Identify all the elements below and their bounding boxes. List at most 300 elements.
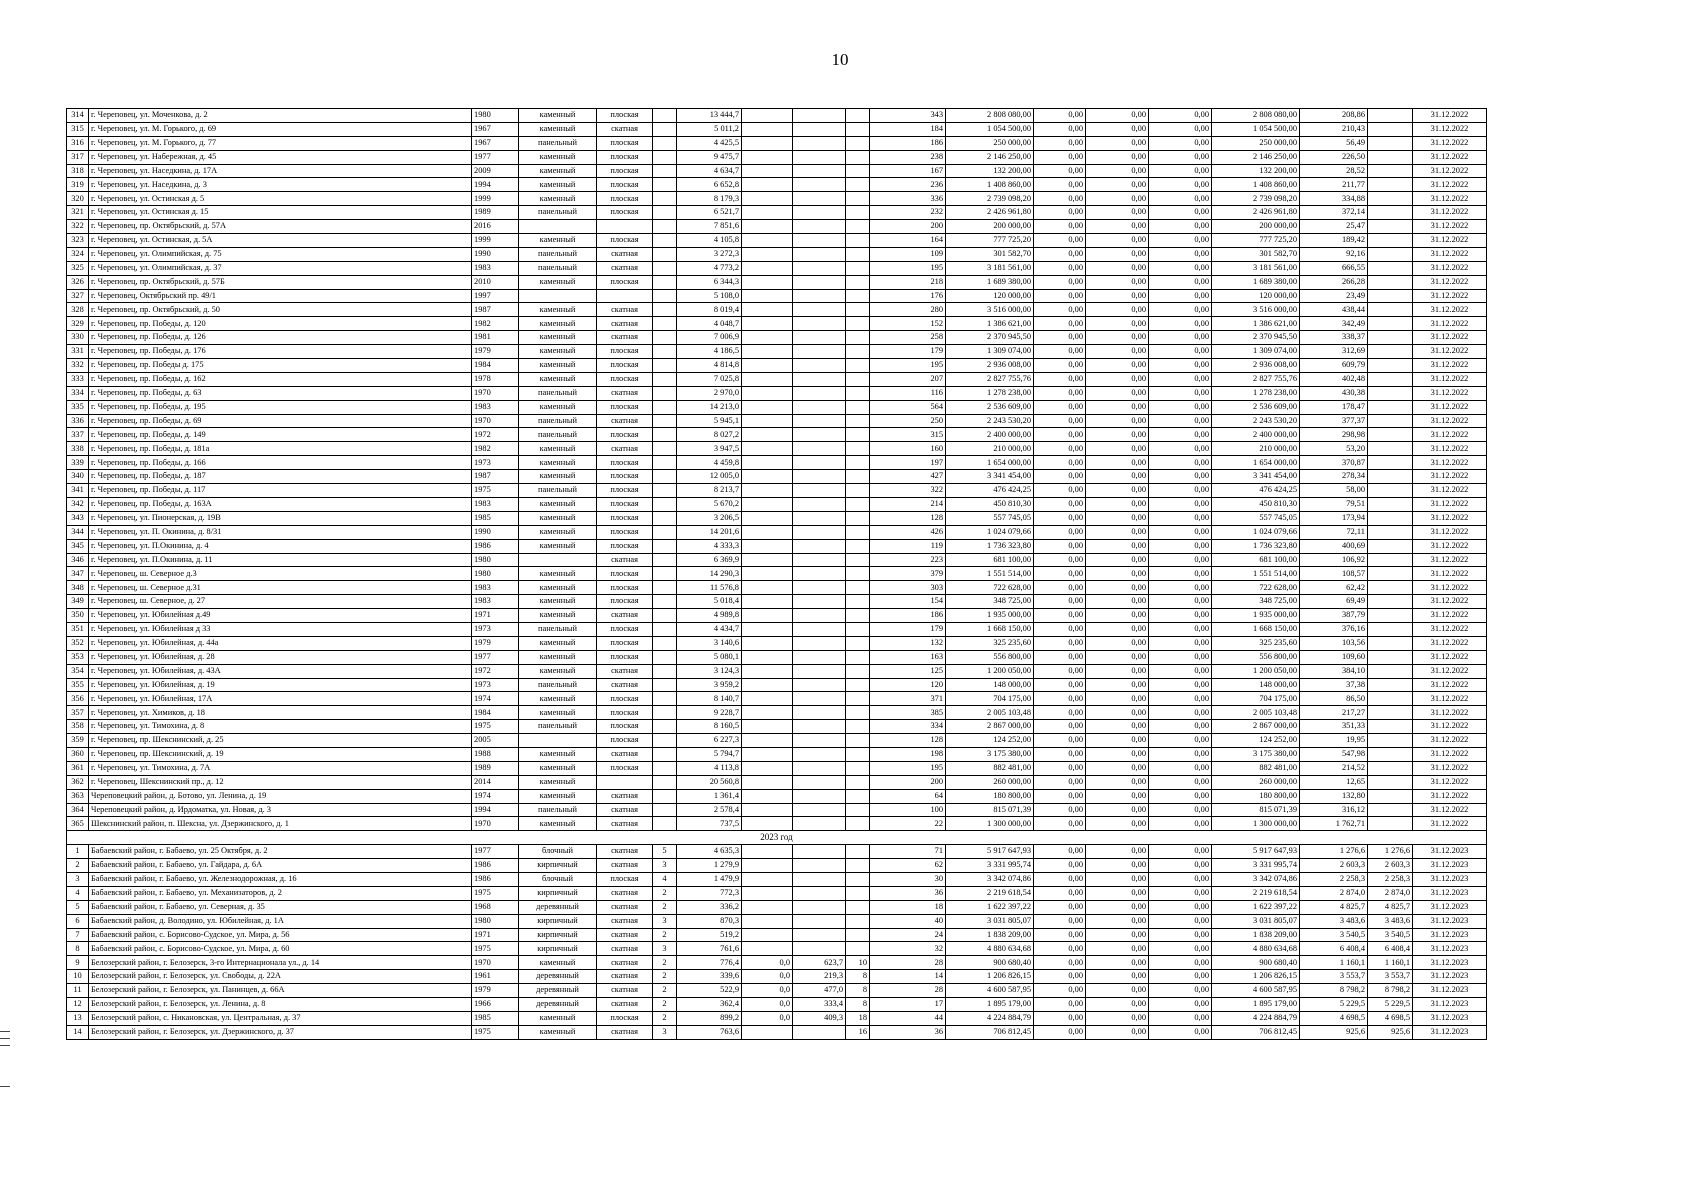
cell-year-built: 2016 [472,220,519,234]
cell-total-cost: 706 812,45 [946,1025,1034,1039]
cell-year-built: 1973 [472,456,519,470]
cell-fund-b: 0,00 [1086,692,1149,706]
table-row [67,664,1487,678]
cell-wall-material: каменный [519,345,597,359]
cell-row-number: 316 [67,136,89,150]
cell-fund-b: 0,00 [1086,747,1149,761]
cell-fund-b: 0,00 [1086,178,1149,192]
cell-owner-funds: 722 628,00 [1212,581,1300,595]
cell-cost-per-m2: 210,43 [1300,122,1368,136]
cell-residents: 125 [870,664,946,678]
cell-total-cost: 900 680,40 [946,956,1034,970]
cell-area-b [793,220,846,234]
cell-row-number: 362 [67,775,89,789]
cell-fund-c: 0,00 [1149,470,1212,484]
cell-count-a [846,442,870,456]
cell-floors: 4 [653,872,677,886]
cell-floors [653,567,677,581]
cell-total-area: 6 369,9 [677,553,742,567]
cell-count-a [846,345,870,359]
cell-total-area: 7 006,9 [677,331,742,345]
cell-limit-per-m2 [1368,817,1413,831]
cell-floors [653,414,677,428]
cell-fund-a: 0,00 [1034,595,1086,609]
cell-fund-c: 0,00 [1149,734,1212,748]
cell-floors [653,317,677,331]
cell-area-a [742,636,793,650]
cell-fund-c: 0,00 [1149,386,1212,400]
cell-fund-a: 0,00 [1034,317,1086,331]
cell-total-area: 14 201,6 [677,525,742,539]
cell-limit-per-m2 [1368,220,1413,234]
cell-limit-per-m2 [1368,359,1413,373]
cell-count-a [846,622,870,636]
cell-cost-per-m2: 377,37 [1300,414,1368,428]
cell-total-cost: 132 200,00 [946,164,1034,178]
cell-fund-b: 0,00 [1086,525,1149,539]
cell-total-cost: 1 838 209,00 [946,928,1034,942]
cell-fund-b: 0,00 [1086,136,1149,150]
cell-fund-b: 0,00 [1086,942,1149,956]
cell-limit-per-m2 [1368,192,1413,206]
cell-address: г. Череповец, ул. Химиков, д. 18 [89,706,472,720]
cell-floors: 2 [653,984,677,998]
cell-total-area: 6 652,8 [677,178,742,192]
cell-total-cost: 3 342 074,86 [946,872,1034,886]
cell-residents: 197 [870,456,946,470]
cell-row-number: 14 [67,1025,89,1039]
cell-total-area: 5 080,1 [677,650,742,664]
cell-area-b [793,109,846,123]
cell-address: г. Череповец, ул. Юбилейная, д. 19 [89,678,472,692]
cell-total-area: 4 773,2 [677,261,742,275]
cell-roof-type: скатная [597,928,653,942]
cell-fund-b: 0,00 [1086,247,1149,261]
cell-fund-a: 0,00 [1034,789,1086,803]
cell-area-a [742,845,793,859]
cell-address: г. Череповец, ул. Юбилейная, д. 43А [89,664,472,678]
cell-fund-c: 0,00 [1149,984,1212,998]
cell-fund-a: 0,00 [1034,775,1086,789]
cell-total-area: 8 140,7 [677,692,742,706]
cell-total-cost: 200 000,00 [946,220,1034,234]
cell-deadline: 31.12.2023 [1413,1025,1487,1039]
cell-owner-funds: 1 654 000,00 [1212,456,1300,470]
cell-address: г. Череповец, ул. Юбилейная, д. 44а [89,636,472,650]
cell-limit-per-m2 [1368,650,1413,664]
cell-residents: 379 [870,567,946,581]
cell-address: г. Череповец, пр. Шекснинский, д. 25 [89,734,472,748]
cell-area-b [793,581,846,595]
cell-total-cost: 5 917 647,93 [946,845,1034,859]
table-row [67,692,1487,706]
cell-fund-c: 0,00 [1149,289,1212,303]
cell-fund-a: 0,00 [1034,914,1086,928]
cell-owner-funds: 681 100,00 [1212,553,1300,567]
table-row [67,1025,1487,1039]
table-row [67,942,1487,956]
cell-limit-per-m2 [1368,400,1413,414]
cell-cost-per-m2: 214,52 [1300,761,1368,775]
cell-limit-per-m2 [1368,511,1413,525]
cell-deadline: 31.12.2022 [1413,345,1487,359]
cell-deadline: 31.12.2022 [1413,817,1487,831]
cell-cost-per-m2: 211,77 [1300,178,1368,192]
cell-roof-type: плоская [597,497,653,511]
cell-area-b [793,1025,846,1039]
cell-fund-a: 0,00 [1034,122,1086,136]
cell-roof-type: скатная [597,122,653,136]
cell-cost-per-m2: 56,49 [1300,136,1368,150]
cell-total-cost: 1 935 000,00 [946,609,1034,623]
cell-fund-c: 0,00 [1149,845,1212,859]
cell-deadline: 31.12.2022 [1413,706,1487,720]
cell-owner-funds: 250 000,00 [1212,136,1300,150]
cell-row-number: 352 [67,636,89,650]
cell-total-cost: 1 668 150,00 [946,622,1034,636]
cell-fund-b: 0,00 [1086,386,1149,400]
cell-area-a [742,886,793,900]
cell-total-cost: 2 219 618,54 [946,886,1034,900]
cell-wall-material: каменный [519,706,597,720]
cell-count-a [846,428,870,442]
table-row [67,317,1487,331]
cell-row-number: 331 [67,345,89,359]
table-row [67,775,1487,789]
cell-wall-material: каменный [519,456,597,470]
cell-residents: 167 [870,164,946,178]
cell-cost-per-m2: 58,00 [1300,484,1368,498]
cell-area-a [742,414,793,428]
cell-residents: 198 [870,747,946,761]
cell-owner-funds: 1 668 150,00 [1212,622,1300,636]
cell-limit-per-m2: 3 483,6 [1368,914,1413,928]
cell-limit-per-m2 [1368,553,1413,567]
cell-limit-per-m2 [1368,470,1413,484]
cell-deadline: 31.12.2022 [1413,442,1487,456]
cell-total-cost: 1 736 323,80 [946,539,1034,553]
cell-fund-b: 0,00 [1086,317,1149,331]
cell-limit-per-m2 [1368,539,1413,553]
cell-floors [653,595,677,609]
cell-area-b [793,178,846,192]
cell-cost-per-m2: 25,47 [1300,220,1368,234]
cell-count-a [846,775,870,789]
cell-fund-a: 0,00 [1034,470,1086,484]
cell-residents: 109 [870,247,946,261]
cell-address: г. Череповец, ул. Наседкина, д. 3 [89,178,472,192]
cell-fund-c: 0,00 [1149,609,1212,623]
cell-owner-funds: 260 000,00 [1212,775,1300,789]
table-row [67,331,1487,345]
table-row [67,414,1487,428]
cell-fund-a: 0,00 [1034,747,1086,761]
cell-roof-type: плоская [597,1011,653,1025]
cell-cost-per-m2: 298,98 [1300,428,1368,442]
cell-count-a [846,525,870,539]
cell-total-area: 4 186,5 [677,345,742,359]
cell-fund-b: 0,00 [1086,206,1149,220]
cell-address: г. Череповец, ул. П.Окинина, д. 4 [89,539,472,553]
cell-limit-per-m2 [1368,692,1413,706]
cell-limit-per-m2 [1368,150,1413,164]
cell-floors [653,234,677,248]
table-row [67,609,1487,623]
cell-address: г. Череповец, ул. Юбилейная д.49 [89,609,472,623]
cell-floors: 2 [653,956,677,970]
cell-year-built: 1987 [472,470,519,484]
cell-owner-funds: 476 424,25 [1212,484,1300,498]
cell-wall-material: каменный [519,109,597,123]
cell-row-number: 319 [67,178,89,192]
cell-residents: 116 [870,386,946,400]
table-row [67,484,1487,498]
cell-address: г. Череповец, ул. Юбилейная, 17А [89,692,472,706]
cell-area-b [793,317,846,331]
cell-deadline: 31.12.2022 [1413,664,1487,678]
cell-residents: 154 [870,595,946,609]
cell-residents: 195 [870,261,946,275]
cell-deadline: 31.12.2022 [1413,428,1487,442]
cell-limit-per-m2 [1368,289,1413,303]
cell-residents: 385 [870,706,946,720]
cell-floors [653,609,677,623]
cell-owner-funds: 1 408 860,00 [1212,178,1300,192]
cell-floors: 3 [653,859,677,873]
cell-row-number: 327 [67,289,89,303]
cell-total-area: 4 634,7 [677,164,742,178]
cell-cost-per-m2: 6 408,4 [1300,942,1368,956]
cell-wall-material: кирпичный [519,914,597,928]
cell-fund-c: 0,00 [1149,372,1212,386]
scan-edge-mark [0,1045,10,1046]
cell-wall-material: каменный [519,178,597,192]
table-row [67,372,1487,386]
cell-owner-funds: 556 800,00 [1212,650,1300,664]
cell-cost-per-m2: 173,94 [1300,511,1368,525]
cell-total-area: 9 475,7 [677,150,742,164]
cell-fund-a: 0,00 [1034,331,1086,345]
cell-floors: 2 [653,900,677,914]
cell-owner-funds: 3 331 995,74 [1212,859,1300,873]
cell-residents: 14 [870,970,946,984]
cell-limit-per-m2 [1368,414,1413,428]
cell-cost-per-m2: 400,69 [1300,539,1368,553]
cell-owner-funds: 1 300 000,00 [1212,817,1300,831]
cell-wall-material: каменный [519,636,597,650]
cell-count-a [846,734,870,748]
cell-total-area: 8 160,5 [677,720,742,734]
table-row [67,359,1487,373]
cell-area-a [742,581,793,595]
table-row [67,553,1487,567]
cell-floors [653,650,677,664]
cell-total-cost: 2 867 000,00 [946,720,1034,734]
cell-fund-b: 0,00 [1086,456,1149,470]
cell-area-a [742,428,793,442]
cell-residents: 238 [870,150,946,164]
table-row [67,900,1487,914]
cell-owner-funds: 3 031 805,07 [1212,914,1300,928]
cell-area-b [793,775,846,789]
cell-year-built: 1982 [472,442,519,456]
cell-count-a [846,692,870,706]
cell-wall-material: каменный [519,567,597,581]
cell-address: Белозерский район, г. Белозерск, ул. Дзержинского, д. 37 [89,1025,472,1039]
cell-owner-funds: 132 200,00 [1212,164,1300,178]
cell-total-cost: 120 000,00 [946,289,1034,303]
cell-residents: 186 [870,609,946,623]
cell-row-number: 348 [67,581,89,595]
cell-fund-a: 0,00 [1034,761,1086,775]
cell-fund-b: 0,00 [1086,345,1149,359]
table-row [67,525,1487,539]
cell-wall-material: каменный [519,609,597,623]
cell-fund-a: 0,00 [1034,567,1086,581]
cell-fund-c: 0,00 [1149,970,1212,984]
cell-total-cost: 815 071,39 [946,803,1034,817]
cell-area-b [793,372,846,386]
cell-fund-c: 0,00 [1149,914,1212,928]
cell-count-a [846,761,870,775]
table-row [67,122,1487,136]
cell-limit-per-m2: 2 258,3 [1368,872,1413,886]
cell-year-built: 1971 [472,609,519,623]
cell-count-a: 18 [846,1011,870,1025]
cell-wall-material: деревянный [519,998,597,1012]
cell-residents: 44 [870,1011,946,1025]
cell-total-area: 4 814,8 [677,359,742,373]
cell-row-number: 5 [67,900,89,914]
cell-limit-per-m2 [1368,372,1413,386]
cell-wall-material: каменный [519,775,597,789]
table-row [67,345,1487,359]
cell-total-area: 7 025,8 [677,372,742,386]
cell-count-a [846,817,870,831]
cell-owner-funds: 2 426 961,80 [1212,206,1300,220]
capital-repair-table [66,108,1487,1040]
cell-wall-material [519,220,597,234]
cell-wall-material: каменный [519,275,597,289]
cell-year-built: 1988 [472,747,519,761]
cell-residents: 195 [870,359,946,373]
cell-total-cost: 348 725,00 [946,595,1034,609]
cell-area-a [742,650,793,664]
table-row [67,650,1487,664]
cell-fund-b: 0,00 [1086,234,1149,248]
cell-owner-funds: 2 536 609,00 [1212,400,1300,414]
cell-total-area: 3 140,6 [677,636,742,650]
cell-cost-per-m2: 103,56 [1300,636,1368,650]
cell-row-number: 11 [67,984,89,998]
cell-fund-a: 0,00 [1034,734,1086,748]
cell-owner-funds: 301 582,70 [1212,247,1300,261]
cell-address: г. Череповец, пр. Победы, д. 166 [89,456,472,470]
cell-fund-b: 0,00 [1086,497,1149,511]
cell-fund-b: 0,00 [1086,678,1149,692]
cell-year-built: 1977 [472,650,519,664]
cell-count-a [846,900,870,914]
cell-wall-material: каменный [519,1025,597,1039]
cell-roof-type: скатная [597,900,653,914]
cell-count-a [846,678,870,692]
cell-residents: 18 [870,900,946,914]
cell-residents: 564 [870,400,946,414]
cell-residents: 163 [870,650,946,664]
cell-wall-material: каменный [519,234,597,248]
cell-cost-per-m2: 334,88 [1300,192,1368,206]
table-row [67,275,1487,289]
cell-total-cost: 1 300 000,00 [946,817,1034,831]
cell-address: г. Череповец, ул. М. Горького, д. 77 [89,136,472,150]
cell-deadline: 31.12.2022 [1413,234,1487,248]
cell-owner-funds: 325 235,60 [1212,636,1300,650]
cell-total-area: 4 048,7 [677,317,742,331]
cell-area-a [742,289,793,303]
cell-row-number: 330 [67,331,89,345]
cell-area-a [742,553,793,567]
cell-limit-per-m2 [1368,484,1413,498]
cell-area-b [793,289,846,303]
cell-fund-a: 0,00 [1034,886,1086,900]
cell-area-a [742,122,793,136]
cell-count-a [846,942,870,956]
cell-roof-type: плоская [597,636,653,650]
cell-address: г. Череповец, Октябрьский пр. 49/1 [89,289,472,303]
cell-roof-type: плоская [597,761,653,775]
cell-roof-type: скатная [597,886,653,900]
cell-total-area: 3 947,5 [677,442,742,456]
cell-deadline: 31.12.2022 [1413,164,1487,178]
cell-fund-a: 0,00 [1034,400,1086,414]
cell-count-a [846,636,870,650]
cell-row-number: 346 [67,553,89,567]
cell-fund-a: 0,00 [1034,414,1086,428]
cell-floors [653,734,677,748]
cell-owner-funds: 3 175 380,00 [1212,747,1300,761]
cell-year-built: 1966 [472,998,519,1012]
cell-wall-material: каменный [519,470,597,484]
cell-fund-b: 0,00 [1086,720,1149,734]
cell-residents: 164 [870,234,946,248]
cell-limit-per-m2 [1368,622,1413,636]
cell-floors [653,178,677,192]
cell-area-b: 219,3 [793,970,846,984]
cell-residents: 160 [870,442,946,456]
cell-area-a: 0,0 [742,970,793,984]
cell-fund-a: 0,00 [1034,720,1086,734]
cell-count-a [846,706,870,720]
cell-address: Череповецкий район, д. Ирдоматка, ул. Новая, д. 3 [89,803,472,817]
cell-owner-funds: 815 071,39 [1212,803,1300,817]
cell-fund-b: 0,00 [1086,414,1149,428]
cell-area-b: 333,4 [793,998,846,1012]
cell-area-b [793,609,846,623]
cell-deadline: 31.12.2022 [1413,206,1487,220]
cell-deadline: 31.12.2022 [1413,289,1487,303]
cell-year-built: 2010 [472,275,519,289]
cell-residents: 315 [870,428,946,442]
cell-area-b [793,761,846,775]
cell-floors: 5 [653,845,677,859]
cell-fund-a: 0,00 [1034,372,1086,386]
cell-cost-per-m2: 132,80 [1300,789,1368,803]
table-row [67,622,1487,636]
cell-address: г. Череповец, ул. Олимпийская, д. 37 [89,261,472,275]
cell-address: г. Череповец, ул. Наседкина, д. 17А [89,164,472,178]
cell-limit-per-m2 [1368,442,1413,456]
cell-cost-per-m2: 217,27 [1300,706,1368,720]
